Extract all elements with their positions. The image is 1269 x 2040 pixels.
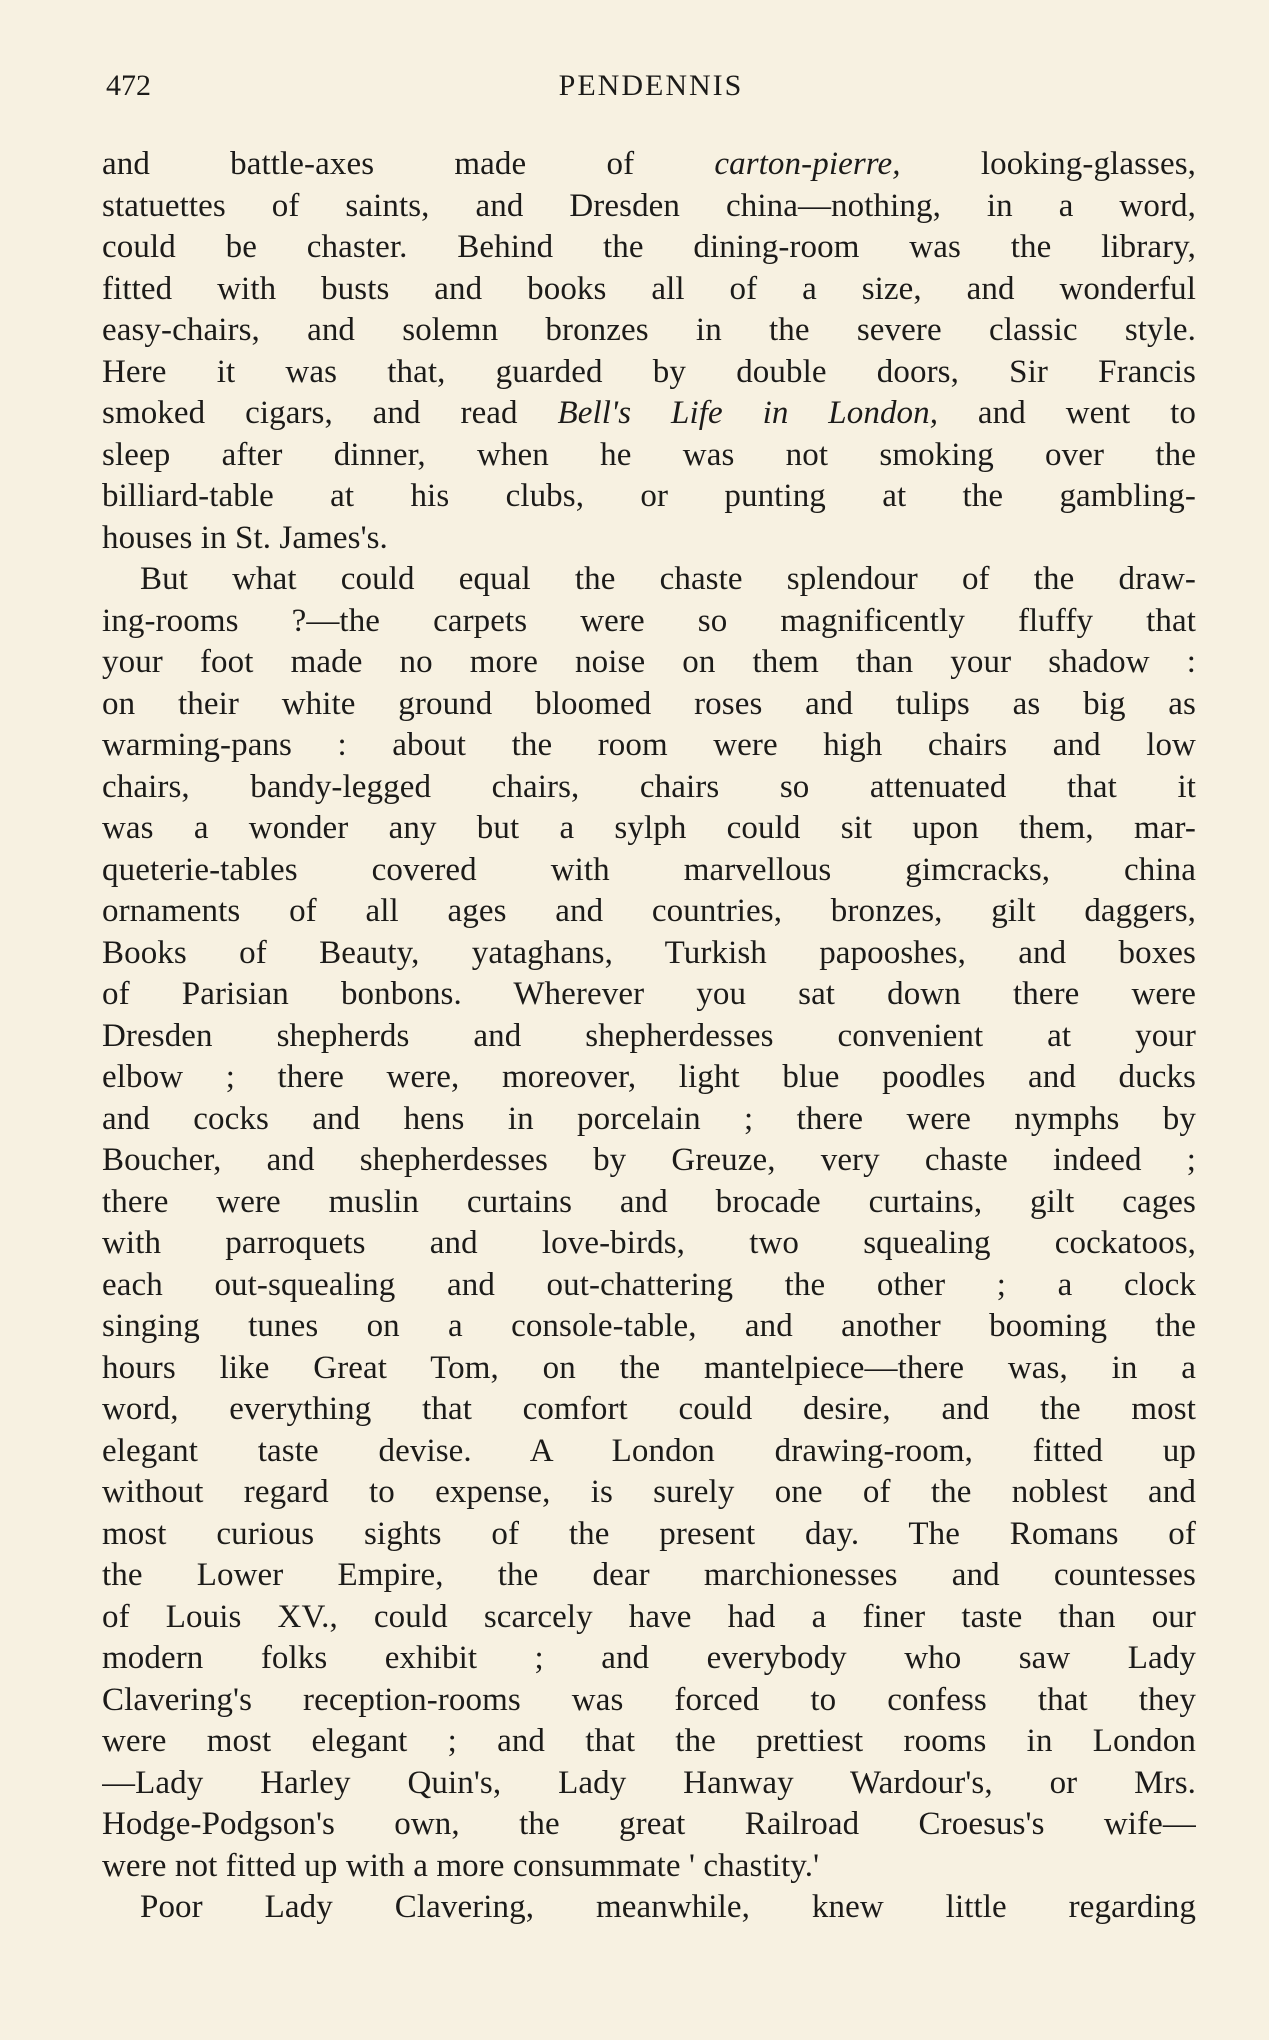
running-title: PENDENNIS xyxy=(558,69,744,102)
text-line: Here it was that, guarded by double doors, Sir Francis xyxy=(102,353,1196,390)
text-line: of Louis XV., could scarcely have had a finer taste than our xyxy=(102,1598,1196,1635)
text-line: singing tunes on a console-table, and another booming the xyxy=(102,1308,1196,1344)
page-number: 472 xyxy=(106,69,151,102)
text-line: hours like Great Tom, on the mantelpiece—there was, in a xyxy=(102,1349,1196,1386)
text-line: elbow ; there were, moreover, light blue poodles and ducks xyxy=(102,1059,1196,1095)
text-line: of Parisian bonbons. Wherever you sat down there were xyxy=(102,976,1196,1012)
text-line: Hodge-Podgson's own, the great Railroad Croesus's wife— xyxy=(102,1806,1196,1842)
text-line: Books of Beauty, yataghans, Turkish papooshes, and boxes xyxy=(102,934,1196,971)
text-line: was a wonder any but a sylph could sit upon them, mar- xyxy=(102,810,1196,846)
text-line: queterie-tables covered with marvellous gimcracks, china xyxy=(102,851,1196,888)
text-line: easy-chairs, and solemn bronzes in the severe classic style. xyxy=(102,312,1196,348)
text-line: were most elegant ; and that the prettiest rooms in London xyxy=(102,1723,1196,1759)
text-line-paragraph-end: were not fitted up with a more consummate ' chastity.' xyxy=(102,1847,820,1884)
text-line: elegant taste devise. A London drawing-room, fitted up xyxy=(102,1432,1196,1469)
text-line: and battle-axes made of carton-pierre, looking-glasses, xyxy=(102,146,1196,182)
text-line: the Lower Empire, the dear marchionesses and countesses xyxy=(102,1557,1196,1593)
text-line: most curious sights of the present day. The Romans of xyxy=(102,1515,1196,1552)
text-line-paragraph-end: houses in St. James's. xyxy=(102,519,388,556)
text-line: statuettes of saints, and Dresden china—nothing, in a word, xyxy=(102,187,1196,224)
text-line: could be chaster. Behind the dining-room was the library, xyxy=(102,229,1196,265)
text-line: Boucher, and shepherdesses by Greuze, very chaste indeed ; xyxy=(102,1142,1196,1178)
text-line: billiard-table at his clubs, or punting at the gambling- xyxy=(102,478,1196,514)
text-line: Clavering's reception-rooms was forced to confess that they xyxy=(102,1681,1196,1718)
text-line-paragraph-start: But what could equal the chaste splendour of the draw- xyxy=(140,561,1196,597)
text-line: Dresden shepherds and shepherdesses convenient at your xyxy=(102,1017,1196,1054)
text-line: there were muslin curtains and brocade curtains, gilt cages xyxy=(102,1183,1196,1220)
running-head xyxy=(106,64,1196,108)
text-line: —Lady Harley Quin's, Lady Hanway Wardour's, or Mrs. xyxy=(102,1764,1196,1801)
text-line: with parroquets and love-birds, two squealing cockatoos, xyxy=(102,1225,1196,1261)
body-text xyxy=(102,144,1196,1929)
text-line: your foot made no more noise on them than your shadow : xyxy=(102,644,1196,680)
text-line: on their white ground bloomed roses and tulips as big as xyxy=(102,685,1196,722)
text-line: smoked cigars, and read Bell's Life in London, and went to xyxy=(102,395,1196,431)
text-line: without regard to expense, is surely one of the noblest and xyxy=(102,1474,1196,1510)
text-line: ornaments of all ages and countries, bronzes, gilt daggers, xyxy=(102,893,1196,929)
text-line: chairs, bandy-legged chairs, chairs so attenuated that it xyxy=(102,768,1196,805)
text-line: modern folks exhibit ; and everybody who saw Lady xyxy=(102,1640,1196,1676)
text-line: warming-pans : about the room were high chairs and low xyxy=(102,727,1196,763)
text-line-paragraph-start: Poor Lady Clavering, meanwhile, knew little regarding xyxy=(140,1889,1196,1925)
text-line: each out-squealing and out-chattering the other ; a clock xyxy=(102,1266,1196,1303)
text-line: fitted with busts and books all of a size, and wonderful xyxy=(102,270,1196,307)
text-line: word, everything that comfort could desire, and the most xyxy=(102,1391,1196,1427)
text-line: and cocks and hens in porcelain ; there were nymphs by xyxy=(102,1100,1196,1137)
text-line: sleep after dinner, when he was not smoking over the xyxy=(102,436,1196,473)
text-line: ing-rooms ?—the carpets were so magnificently fluffy that xyxy=(102,602,1196,639)
